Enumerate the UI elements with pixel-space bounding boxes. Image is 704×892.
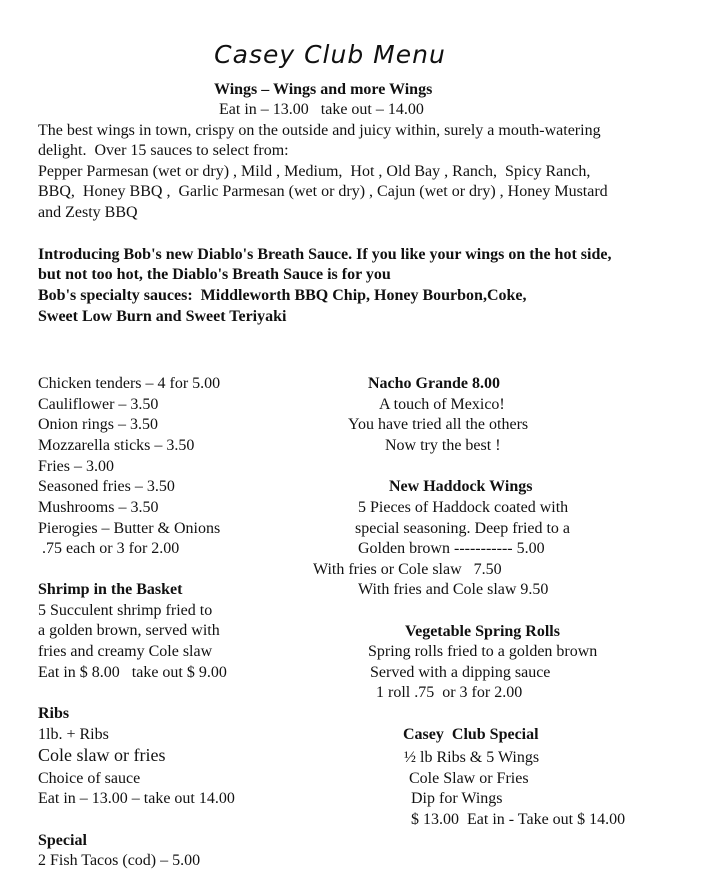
- haddock-heading: New Haddock Wings: [389, 478, 533, 495]
- wings-desc-line: Pepper Parmesan (wet or dry) , Mild , Medium, Hot , Old Bay , Ranch, Spicy Ranch,: [38, 163, 591, 180]
- shrimp-line: a golden brown, served with: [38, 622, 220, 639]
- shrimp-line: Eat in $ 8.00 take out $ 9.00: [38, 664, 227, 681]
- side-item: Mozzarella sticks – 3.50: [38, 437, 195, 454]
- wings-desc-line: BBQ, Honey BBQ , Garlic Parmesan (wet or dry) , Cajun (wet or dry) , Honey Mustard: [38, 183, 608, 200]
- ribs-line: Eat in – 13.00 – take out 14.00: [38, 790, 235, 807]
- diablo-line: Introducing Bob's new Diablo's Breath Sauce. If you like your wings on the hot side,: [38, 246, 612, 263]
- wings-desc-line: delight. Over 15 sauces to select from:: [38, 142, 289, 159]
- side-item: Seasoned fries – 3.50: [38, 478, 175, 495]
- side-item: Cauliflower – 3.50: [38, 396, 159, 413]
- diablo-line: but not too hot, the Diablo's Breath Sauce is for you: [38, 266, 391, 283]
- club-special-heading: Casey Club Special: [403, 726, 539, 743]
- nacho-line: Now try the best !: [385, 437, 501, 454]
- shrimp-line: 5 Succulent shrimp fried to: [38, 602, 213, 619]
- side-item: Chicken tenders – 4 for 5.00: [38, 375, 221, 392]
- wings-desc-line: and Zesty BBQ: [38, 204, 138, 221]
- ribs-line: Cole slaw or fries: [38, 745, 166, 765]
- special-heading: Special: [38, 832, 87, 849]
- side-item: .75 each or 3 for 2.00: [38, 540, 180, 557]
- wings-heading: Wings – Wings and more Wings: [214, 81, 433, 98]
- haddock-line: Golden brown ----------- 5.00: [358, 540, 545, 557]
- specialty-sauces-line: Bob's specialty sauces: Middleworth BBQ Chip, Honey Bourbon,Coke,: [38, 287, 527, 304]
- ribs-heading: Ribs: [38, 705, 70, 722]
- side-item: Mushrooms – 3.50: [38, 499, 159, 516]
- haddock-line: special seasoning. Deep fried to a: [355, 520, 571, 537]
- spring-rolls-line: Served with a dipping sauce: [370, 664, 551, 681]
- haddock-line: With fries and Cole slaw 9.50: [358, 581, 549, 598]
- side-item: Fries – 3.00: [38, 458, 114, 475]
- wings-desc-line: The best wings in town, crispy on the outside and juicy within, surely a mouth-watering: [38, 122, 601, 139]
- ribs-line: 1lb. + Ribs: [38, 726, 109, 743]
- spring-rolls-line: Spring rolls fried to a golden brown: [368, 643, 598, 660]
- club-special-line: ½ lb Ribs & 5 Wings: [404, 749, 540, 766]
- shrimp-heading: Shrimp in the Basket: [38, 581, 183, 598]
- side-item: Pierogies – Butter & Onions: [38, 520, 221, 537]
- specialty-sauces-line: Sweet Low Burn and Sweet Teriyaki: [38, 308, 287, 325]
- club-special-line: Cole Slaw or Fries: [409, 770, 529, 787]
- special-line: 2 Fish Tacos (cod) – 5.00: [38, 852, 201, 869]
- shrimp-line: fries and creamy Cole slaw: [38, 643, 213, 660]
- club-special-line: Dip for Wings: [411, 790, 503, 807]
- nacho-heading: Nacho Grande 8.00: [368, 375, 500, 392]
- haddock-line: 5 Pieces of Haddock coated with: [358, 499, 569, 516]
- menu-title: Casey Club Menu: [214, 40, 446, 69]
- nacho-line: A touch of Mexico!: [379, 396, 505, 413]
- spring-rolls-line: 1 roll .75 or 3 for 2.00: [376, 684, 523, 701]
- wings-prices: Eat in – 13.00 take out – 14.00: [219, 101, 424, 118]
- ribs-line: Choice of sauce: [38, 770, 141, 787]
- club-special-line: $ 13.00 Eat in - Take out $ 14.00: [411, 811, 626, 828]
- haddock-line: With fries or Cole slaw 7.50: [313, 561, 502, 578]
- spring-rolls-heading: Vegetable Spring Rolls: [405, 623, 560, 640]
- nacho-line: You have tried all the others: [348, 416, 529, 433]
- side-item: Onion rings – 3.50: [38, 416, 158, 433]
